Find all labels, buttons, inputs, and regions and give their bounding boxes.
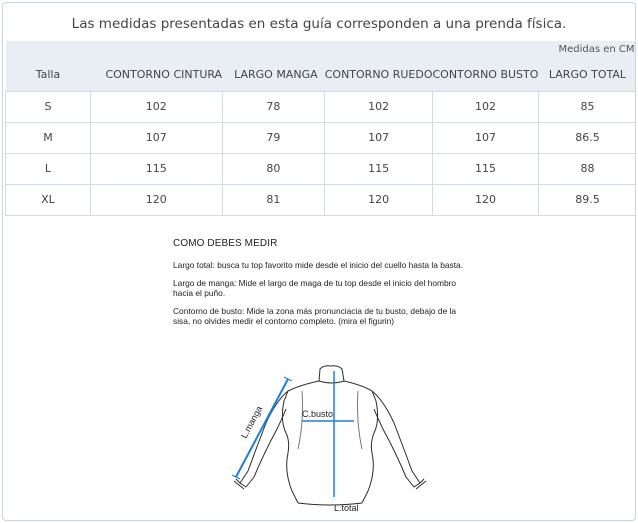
cell-size: M [6, 122, 91, 153]
label-sleeve: L.manga [238, 404, 265, 440]
cell-busto: 115 [432, 153, 538, 184]
cell-cintura: 102 [90, 91, 222, 122]
header-contorno-cintura: CONTORNO CINTURA [90, 59, 222, 91]
cell-size: XL [6, 184, 91, 215]
top-outline-drawing [234, 366, 426, 505]
intro-text: Las medidas presentadas en esta guía corresponden a una prenda física. [71, 16, 567, 32]
header-largo-manga: LARGO MANGA [222, 59, 325, 91]
cell-cintura: 107 [90, 122, 222, 153]
cell-busto: 102 [432, 91, 538, 122]
header-largo-total: LARGO TOTAL [538, 59, 636, 91]
cell-ruedo: 102 [325, 91, 433, 122]
header-talla: Talla [6, 59, 91, 91]
table-header-row [6, 59, 637, 91]
table-row [6, 184, 637, 215]
cell-cintura: 120 [90, 184, 222, 215]
guide-title: COMO DEBES MEDIR [173, 238, 278, 249]
garment-figure [218, 361, 428, 519]
measure-guide [173, 238, 473, 334]
cell-ruedo: 115 [325, 153, 433, 184]
cell-size: S [6, 91, 91, 122]
units-row [6, 41, 637, 59]
cell-size: L [6, 153, 91, 184]
size-guide-panel [2, 2, 636, 521]
guide-largo-total: Largo total: busca tu top favorito mide desde el inicio del cuello hasta la basta. [173, 260, 464, 270]
cell-largo-total: 86.5 [538, 122, 636, 153]
cell-cintura: 115 [90, 153, 222, 184]
cell-largo-total: 85 [538, 91, 636, 122]
cell-manga: 79 [222, 122, 325, 153]
table-row [6, 91, 637, 122]
size-table [5, 41, 636, 216]
label-total: L.total [334, 503, 359, 513]
guide-contorno-busto: Contorno de busto: Mide la zona más pronunciacia de tu busto, debajo de la sisa, no olvides medir el contorno completo. (mira el figurin) [173, 306, 457, 326]
cell-busto: 120 [432, 184, 538, 215]
cell-manga: 78 [222, 91, 325, 122]
cell-manga: 81 [222, 184, 325, 215]
cell-manga: 80 [222, 153, 325, 184]
table-row [6, 122, 637, 153]
units-note: Medidas en CM [6, 41, 637, 59]
header-contorno-ruedo: CONTORNO RUEDO [325, 59, 433, 91]
cell-largo-total: 89.5 [538, 184, 636, 215]
cell-ruedo: 107 [325, 122, 433, 153]
cell-largo-total: 88 [538, 153, 636, 184]
cell-busto: 107 [432, 122, 538, 153]
table-row [6, 153, 637, 184]
header-contorno-busto: CONTORNO BUSTO [432, 59, 538, 91]
cell-ruedo: 120 [325, 184, 433, 215]
guide-largo-manga: Largo de manga: Mide el largo de maga de tu top desde el inicio del hombro hacia el puño. [173, 278, 457, 298]
label-bust: C.busto [302, 409, 334, 419]
